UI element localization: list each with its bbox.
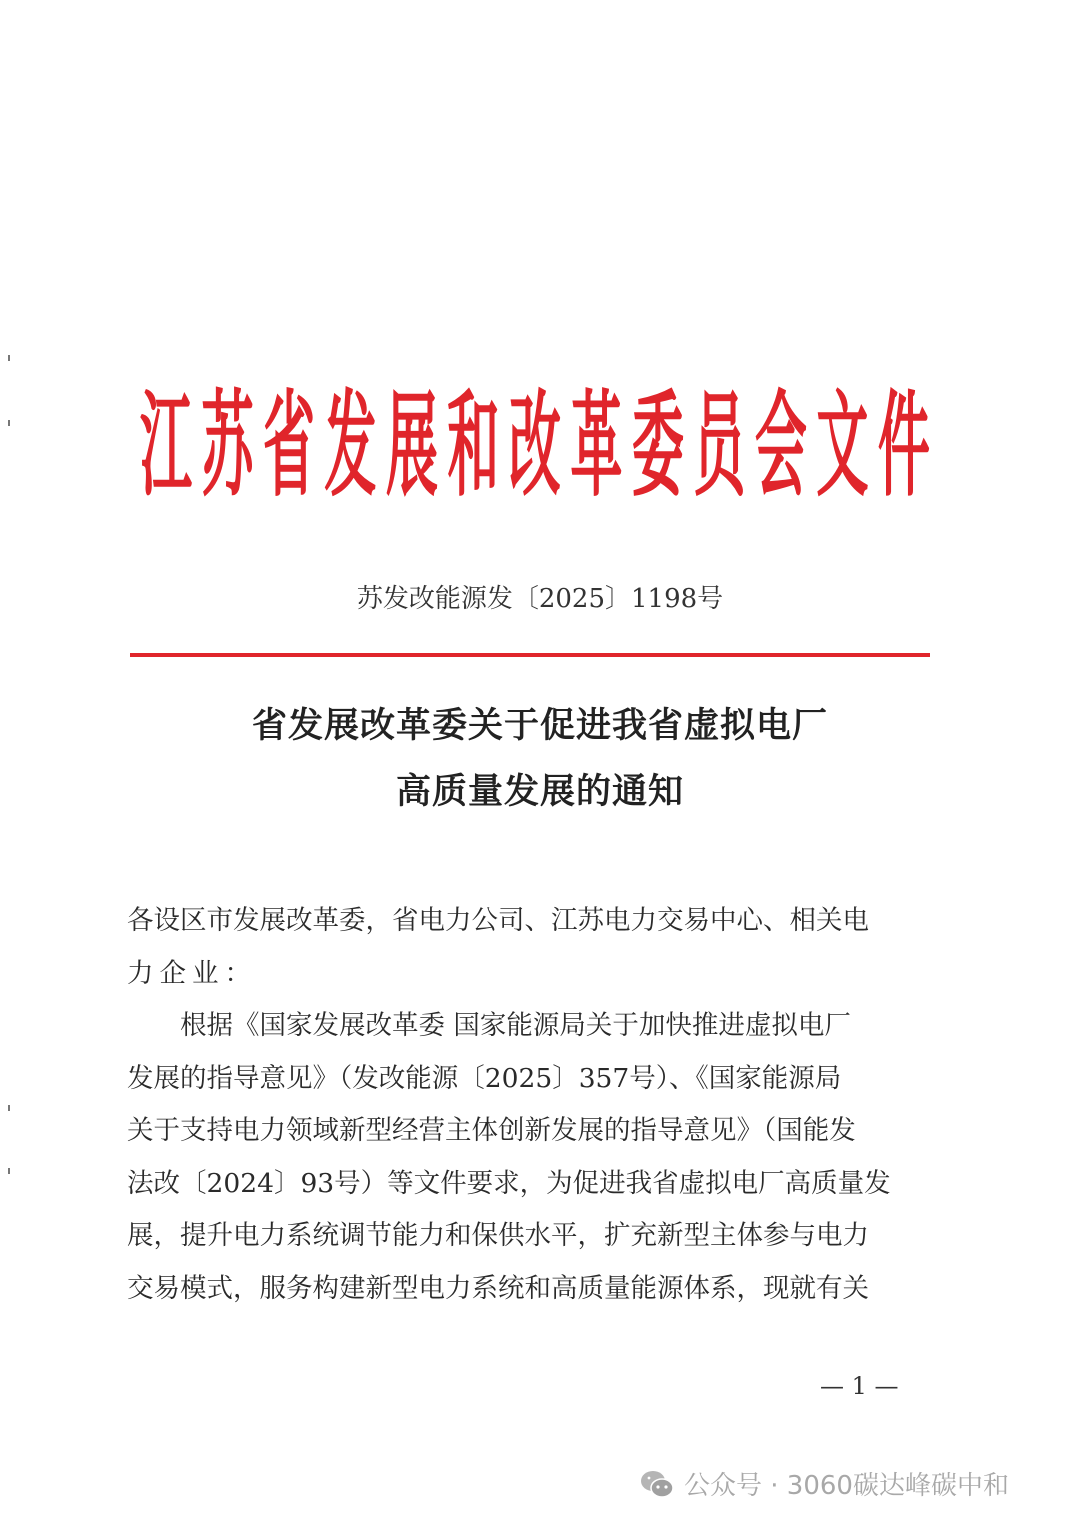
scan-mark	[8, 1105, 10, 1111]
issuer-title-char: 发	[324, 381, 377, 514]
body-line: 展，提升电力系统调节能力和保供水平，扩充新型主体参与电力	[127, 1220, 869, 1251]
issuer-title-char: 委	[631, 381, 684, 514]
page-number: — 1 —	[820, 1372, 899, 1400]
issuer-title-char: 和	[447, 381, 500, 514]
watermark-text: 公众号 · 3060碳达峰碳中和	[684, 1471, 1009, 1501]
scan-mark	[8, 355, 10, 361]
watermark	[640, 1465, 1009, 1502]
issuer-title-char: 件	[877, 381, 930, 514]
body-line: 根据《国家发展改革委 国家能源局关于加快推进虚拟电厂	[127, 1010, 851, 1041]
issuer-header-title	[140, 360, 930, 514]
issuer-title-char: 会	[754, 381, 807, 514]
document-number: 苏发改能源发〔2025〕1198号	[356, 584, 724, 614]
issuer-title-char: 江	[140, 381, 193, 514]
body-line: 法改〔2024〕93号）等文件要求，为促进我省虚拟电厂高质量发	[127, 1167, 891, 1199]
notice-title-line-1: 省发展改革委关于促进我省虚拟电厂	[251, 705, 828, 746]
body-line: 交易模式，服务构建新型电力系统和高质量能源体系，现就有关	[127, 1272, 869, 1304]
body-line: 各设区市发展改革委，省电力公司、江苏电力交易中心、相关电	[127, 905, 869, 936]
issuer-title-char: 革	[570, 381, 623, 514]
issuer-title-char: 改	[508, 381, 561, 514]
issuer-title-char: 员	[693, 381, 746, 514]
body-line: 力企业：	[127, 957, 257, 989]
notice-title-line-2: 高质量发展的通知	[395, 771, 684, 812]
scan-mark	[8, 1168, 10, 1174]
red-divider	[130, 653, 930, 657]
wechat-icon	[640, 1469, 674, 1499]
body-line: 关于支持电力领域新型经营主体创新发展的指导意见》（国能发	[127, 1115, 856, 1146]
issuer-title-char: 苏	[201, 381, 254, 514]
scan-mark	[8, 420, 10, 426]
issuer-title-char: 展	[385, 381, 438, 514]
issuer-title-char: 省	[262, 381, 315, 514]
body-line: 发展的指导意见》（发改能源〔2025〕357号）、《国家能源局	[127, 1062, 842, 1094]
issuer-title-char: 文	[816, 381, 869, 514]
